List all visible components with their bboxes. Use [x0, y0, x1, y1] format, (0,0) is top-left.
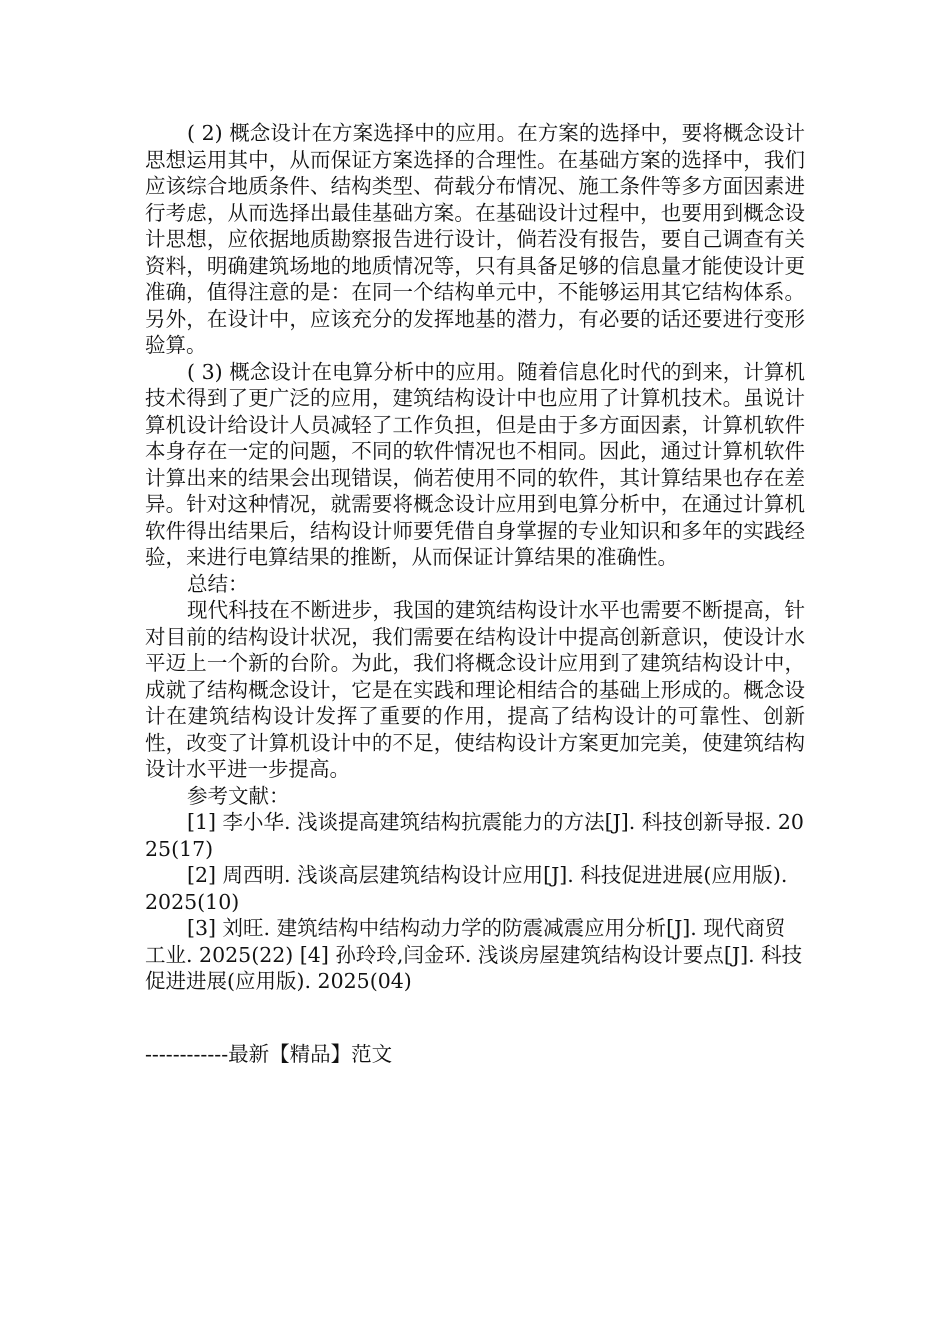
summary-paragraph: 现代科技在不断进步，我国的建筑结构设计水平也需要不断提高，针对目前的结构设计状况，我们需要在结构设计中提高创新意识，使设计水平迈上一个新的台阶。为此，我们将概念设计应用到了建筑结构设计中，成就了结构概念设计，它是在实践和理论相结合的基础上形成的。概念设计在建筑结构设计发挥了重要的作用，提高了结构设计的可靠性、创新性，改变了计算机设计中的不足，使结构设计方案更加完美，使建筑结构设计水平进一步提高。 [145, 598, 805, 781]
document-body [145, 120, 805, 995]
reference-item: [3] 刘旺. 建筑结构中结构动力学的防震减震应用分析[J]. 现代商贸工业. 2025(22) [4] 孙玲玲,闫金环. 浅谈房屋建筑结构设计要点[J]. 科技促进进展(应用版). 2025(04) [145, 916, 803, 993]
summary-heading: 总结： [187, 571, 249, 596]
reference-item: [1] 李小华. 浅谈提高建筑结构抗震能力的方法[J]. 科技创新导报. 2025(17) [145, 810, 804, 861]
reference-item: [2] 周西明. 浅谈高层建筑结构设计应用[J]. 科技促进进展(应用版). 2025(10) [145, 863, 788, 914]
footer-text: ------------最新【精品】范文 [145, 1042, 393, 1066]
body-paragraph: ( 3) 概念设计在电算分析中的应用。随着信息化时代的到来，计算机技术得到了更广泛的应用，建筑结构设计中也应用了计算机技术。虽说计算机设计给设计人员减轻了工作负担，但是由于多方面因素，计算机软件本身存在一定的问题，不同的软件情况也不相同。因此，通过计算机软件计算出来的结果会出现错误，倘若使用不同的软件，其计算结果也存在差异。针对这种情况，就需要将概念设计应用到电算分析中，在通过计算机软件得出结果后，结构设计师要凭借自身掌握的专业知识和多年的实践经验，来进行电算结果的推断，从而保证计算结果的准确性。 [145, 359, 805, 569]
body-paragraph: ( 2) 概念设计在方案选择中的应用。在方案的选择中，要将概念设计思想运用其中，从而保证方案选择的合理性。在基础方案的选择中，我们应该综合地质条件、结构类型、荷载分布情况、施工条件等多方面因素进行考虑，从而选择出最佳基础方案。在基础设计过程中，也要用到概念设计思想，应依据地质勘察报告进行设计，倘若没有报告，要自己调查有关资料，明确建筑场地的地质情况等，只有具备足够的信息量才能使设计更准确，值得注意的是：在同一个结构单元中，不能够运用其它结构体系。另外，在设计中，应该充分的发挥地基的潜力，有必要的话还要进行变形验算。 [145, 121, 805, 357]
references-heading: 参考文献： [187, 783, 290, 808]
